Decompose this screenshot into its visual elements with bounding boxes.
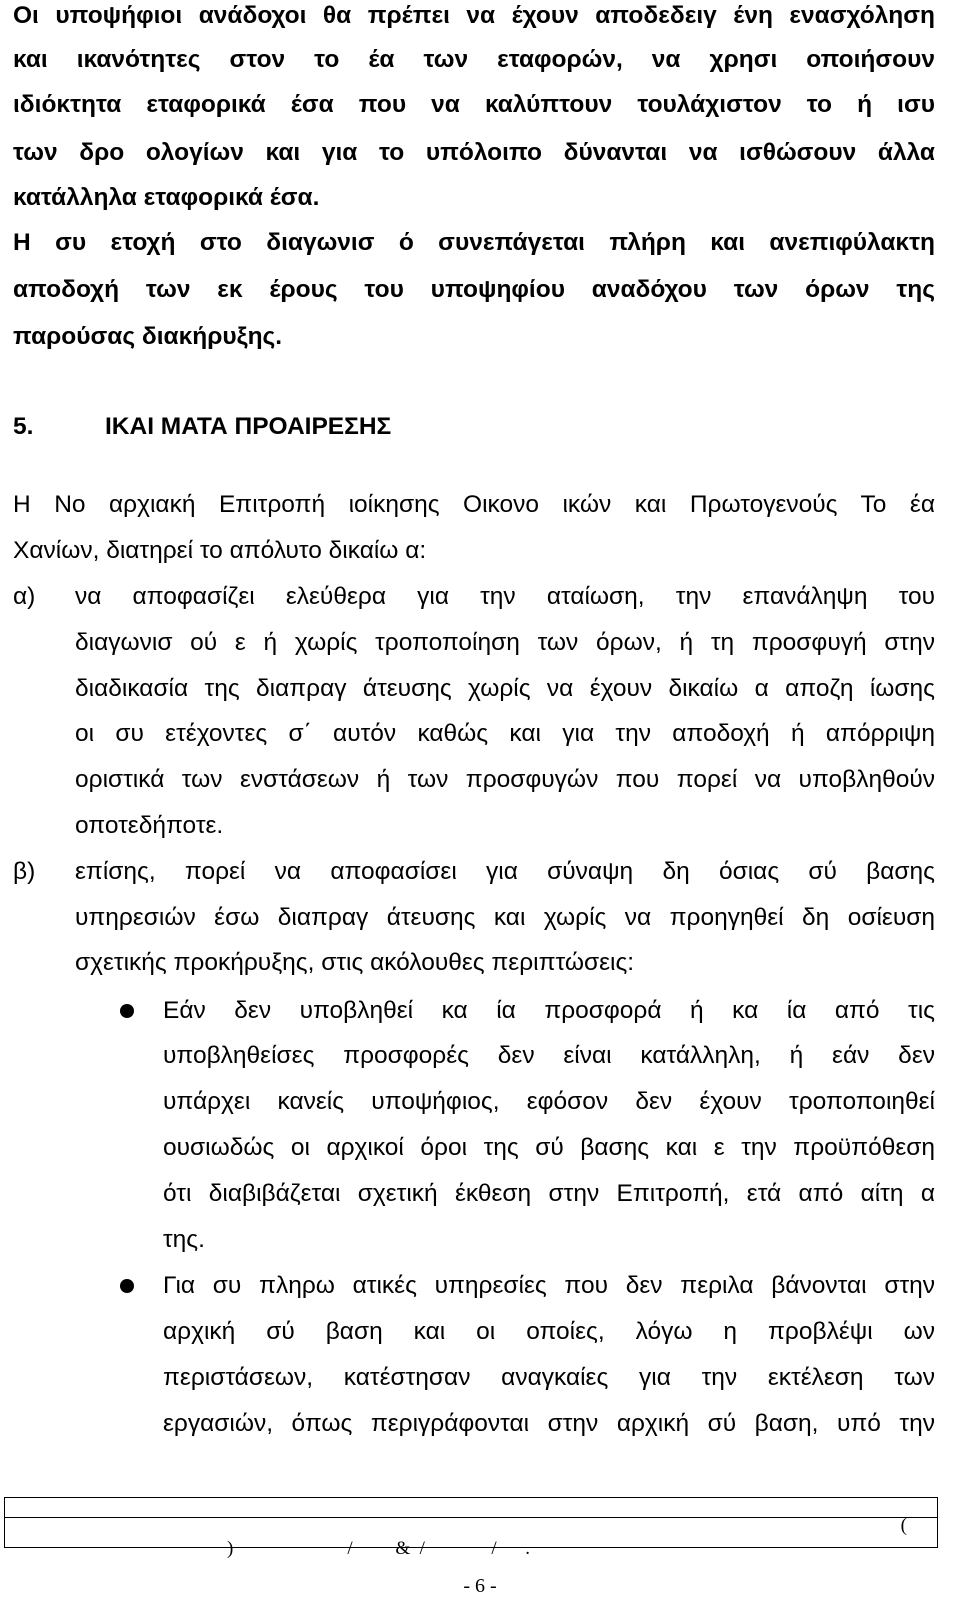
text-line: επίσης, πορεί να αποφασίσει για σύναψη δη όσιας σύ βασης: [75, 858, 935, 885]
text-line: ουσιωδώς οι αρχικοί όροι της σύ βασης και ε την προϋπόθεση: [163, 1134, 935, 1161]
bullet-icon: [120, 1004, 134, 1018]
text-line: της.: [163, 1226, 205, 1253]
text-line: αρχική σύ βαση και οι οποίες, λόγω η προβλέψι ων: [163, 1318, 935, 1345]
footer-box: [4, 1497, 938, 1559]
text-line: διαδικασία της διαπραγ άτευσης χωρίς να έχουν δικαίω α αποζη ίωσης: [75, 675, 935, 702]
text-line: Η Νο αρχιακή Επιτροπή ιοίκησης Οικονο ικών και Πρωτογενούς Το έα: [13, 491, 935, 518]
footer-text-line1: (: [900, 1515, 907, 1536]
footer-text-line2: ) / & / / .: [227, 1538, 530, 1559]
list-item-label: α): [13, 583, 36, 610]
text-line: των δρο ολογίων και για το υπόλοιπο δύνανται να ισθώσουν άλλα: [13, 139, 935, 166]
text-line: σχετικής προκήρυξης, στις ακόλουθες περιπτώσεις:: [75, 949, 635, 976]
text-line: Οι υποψήφιοι ανάδοχοι θα πρέπει να έχουν αποδεδειγ ένη ενασχόληση: [13, 2, 935, 29]
bullet-icon: [120, 1279, 134, 1293]
text-line: Χανίων, διατηρεί το απόλυτο δικαίω α:: [13, 537, 427, 564]
text-line: αποδοχή των εκ έρους του υποψηφίου αναδόχου των όρων της: [13, 276, 935, 303]
text-line: οριστικά των ενστάσεων ή των προσφυγών που πορεί να υποβληθούν: [75, 766, 935, 793]
text-line: να αποφασίζει ελεύθερα για την αταίωση, την επανάληψη του: [75, 583, 935, 610]
text-line: Για συ πληρω ατικές υπηρεσίες που δεν περιλα βάνονται στην: [163, 1272, 935, 1299]
text-line: υπηρεσιών έσω διαπραγ άτευσης και χωρίς να προηγηθεί δη οσίευση: [75, 904, 935, 931]
list-item-label: β): [13, 858, 36, 885]
page-number: - 6 -: [463, 1575, 497, 1597]
text-line: υπάρχει κανείς υποψήφιος, εφόσον δεν έχουν τροποποιηθεί: [163, 1088, 935, 1115]
text-line: υποβληθείσες προσφορές δεν είναι κατάλληλη, ή εάν δεν: [163, 1042, 935, 1069]
text-line: κατάλληλα εταφορικά έσα.: [13, 184, 320, 211]
footer-divider: [5, 1517, 937, 1518]
text-line: περιστάσεων, κατέστησαν αναγκαίες για την εκτέλεση των: [163, 1364, 935, 1391]
section-title: ΙΚΑΙ ΜΑΤΑ ΠΡΟΑΙΡΕΣΗΣ: [105, 413, 392, 440]
text-line: εργασιών, όπως περιγράφονται στην αρχική σύ βαση, υπό την: [163, 1410, 935, 1437]
text-line: οι συ ετέχοντες σ΄ αυτόν καθώς και για την αποδοχή ή απόρριψη: [75, 720, 935, 747]
text-line: διαγωνισ ού ε ή χωρίς τροποποίηση των όρων, ή τη προσφυγή στην: [75, 629, 935, 656]
text-line: παρούσας διακήρυξης.: [13, 323, 283, 350]
text-line: Εάν δεν υποβληθεί κα ία προσφορά ή κα ία από τις: [163, 997, 935, 1024]
text-line: Η συ ετοχή στο διαγωνισ ό συνεπάγεται πλήρη και ανεπιφύλακτη: [13, 229, 935, 256]
section-number: 5.: [13, 413, 34, 440]
text-line: ότι διαβιβάζεται σχετική έκθεση στην Επιτροπή, ετά από αίτη α: [163, 1180, 935, 1207]
text-line: και ικανότητες στον το έα των εταφορών, να χρησι οποιήσουν: [13, 46, 935, 73]
text-line: ιδιόκτητα εταφορικά έσα που να καλύπτουν τουλάχιστον το ή ισυ: [13, 91, 935, 118]
text-line: οποτεδήποτε.: [75, 812, 224, 839]
